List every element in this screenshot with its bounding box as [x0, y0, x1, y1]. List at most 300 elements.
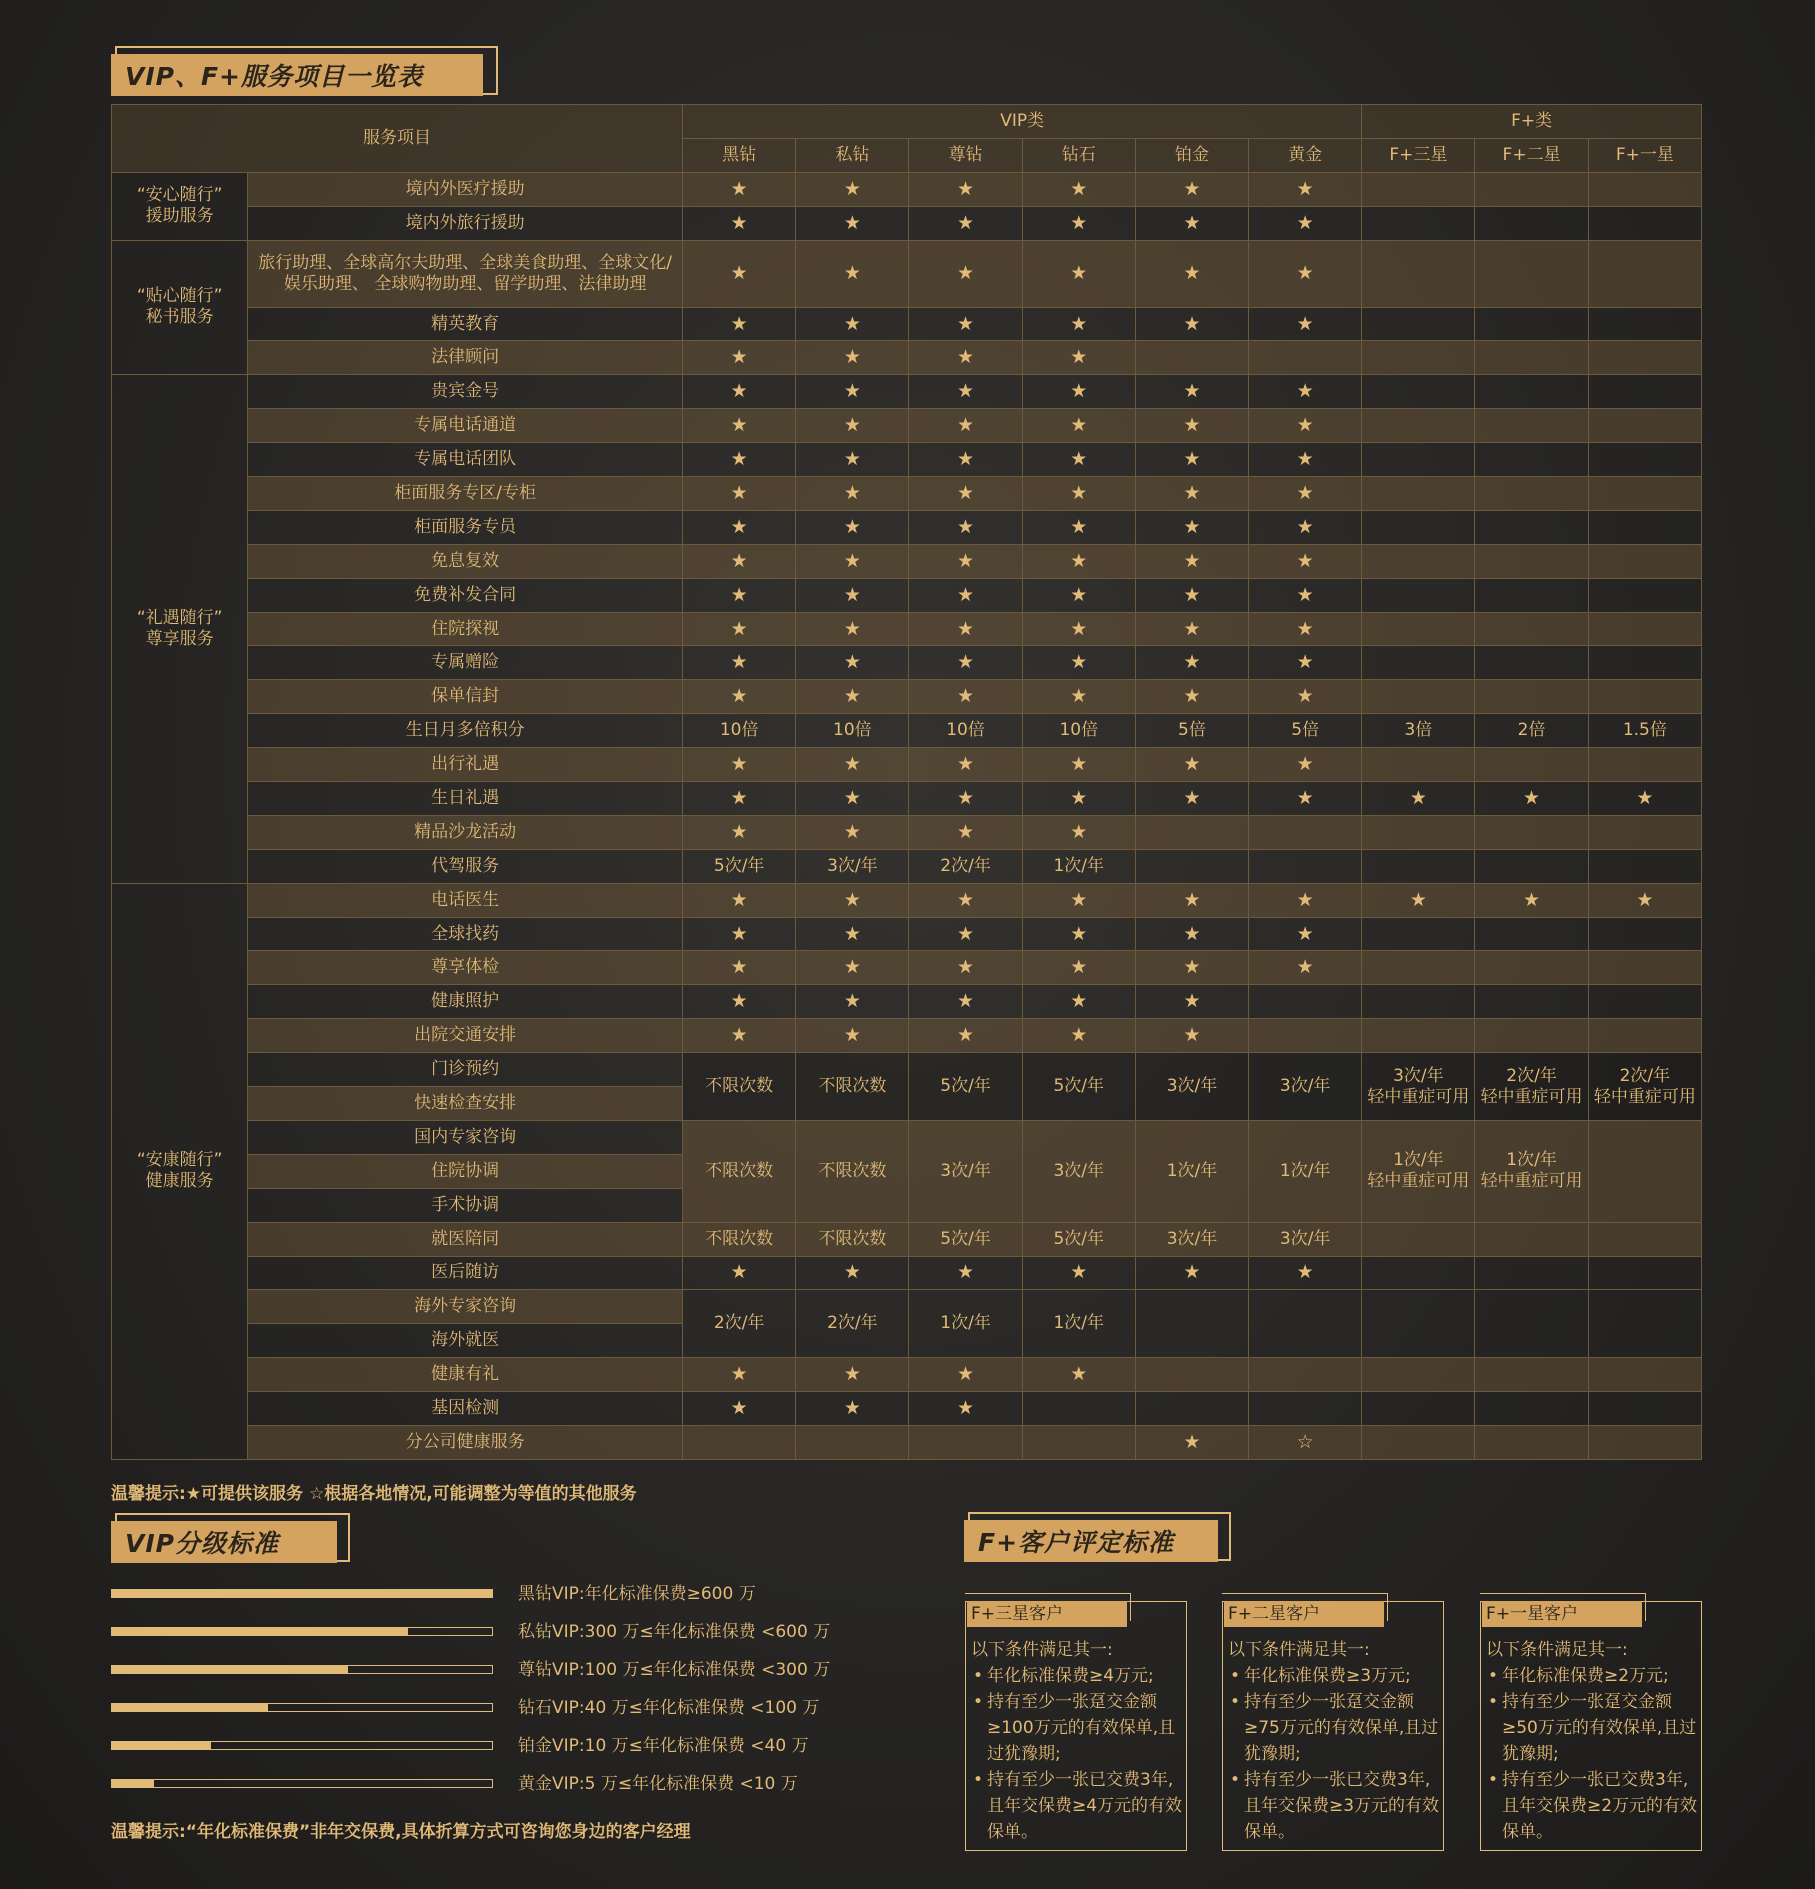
level-bar: [111, 1779, 493, 1788]
value-cell: [1362, 1392, 1475, 1426]
service-name: 精品沙龙活动: [248, 815, 683, 849]
star-icon: ★: [1135, 883, 1248, 917]
star-icon: ★: [683, 680, 796, 714]
star-icon: ★: [683, 510, 796, 544]
star-icon: ★: [1249, 307, 1362, 341]
value-cell: [1588, 680, 1701, 714]
vip-level-row: [111, 1734, 831, 1758]
criteria-item: • 持有至少一张趸交金额≥50万元的有效保单,且过犹豫期;: [1486, 1689, 1698, 1767]
star-icon: ★: [1249, 680, 1362, 714]
service-name: 住院探视: [248, 612, 683, 646]
value-cell: [1475, 985, 1588, 1019]
f-card-title: F+三星客户: [967, 1601, 1127, 1627]
value-cell: [909, 1425, 1022, 1459]
star-icon: ★: [1135, 477, 1248, 511]
merged-value-cell: 2次/年 轻中重症可用: [1475, 1053, 1588, 1121]
table-row: [112, 849, 1702, 883]
value-cell: [1362, 307, 1475, 341]
star-icon: ★: [909, 172, 1022, 206]
table-row: [112, 646, 1702, 680]
table-row: [112, 1019, 1702, 1053]
level-bar: [111, 1627, 493, 1636]
table-row: [112, 782, 1702, 816]
merged-value-cell: 不限次数: [796, 1120, 909, 1222]
star-icon: ★: [796, 172, 909, 206]
value-cell: [1475, 748, 1588, 782]
vip-level-row: [111, 1620, 831, 1644]
star-icon: ★: [683, 646, 796, 680]
value-cell: [1249, 341, 1362, 375]
star-icon: ★: [1249, 206, 1362, 240]
criteria-item: • 年化标准保费≥3万元;: [1228, 1663, 1440, 1689]
star-icon: ★: [796, 240, 909, 307]
merged-value-cell: 1次/年: [1249, 1120, 1362, 1222]
value-cell: [1588, 1425, 1701, 1459]
value-cell: [1135, 849, 1248, 883]
level-bar-fill: [112, 1780, 154, 1787]
star-icon: ★: [796, 917, 909, 951]
value-cell: [1135, 815, 1248, 849]
merged-value-cell: [1362, 1290, 1475, 1358]
value-cell: [1588, 443, 1701, 477]
star-icon: ★: [1588, 883, 1701, 917]
service-name: 健康有礼: [248, 1358, 683, 1392]
value-cell: [1588, 748, 1701, 782]
star-icon: ★: [683, 206, 796, 240]
star-icon: ★: [1022, 1358, 1135, 1392]
value-cell: [1362, 510, 1475, 544]
service-name: 健康照护: [248, 985, 683, 1019]
star-icon: ★: [1022, 409, 1135, 443]
star-icon: ★: [683, 409, 796, 443]
value-cell: [1588, 951, 1701, 985]
table-row: [112, 1392, 1702, 1426]
star-icon: ★: [796, 680, 909, 714]
star-icon: ★: [683, 1392, 796, 1426]
star-icon: ★: [1022, 680, 1135, 714]
category-cell: “礼遇随行” 尊享服务: [112, 375, 248, 883]
value-cell: [683, 1425, 796, 1459]
star-icon: ★: [1135, 782, 1248, 816]
value-cell: [1475, 409, 1588, 443]
service-name: 免费补发合同: [248, 578, 683, 612]
value-cell: 10倍: [683, 714, 796, 748]
star-icon: ★: [1249, 646, 1362, 680]
value-cell: 5倍: [1249, 714, 1362, 748]
service-name: 就医陪同: [248, 1222, 683, 1256]
star-icon: ★: [909, 646, 1022, 680]
table-row: [112, 240, 1702, 307]
service-name: 全球找药: [248, 917, 683, 951]
table-row: [112, 443, 1702, 477]
value-cell: [1475, 443, 1588, 477]
criteria-item: • 持有至少一张已交费3年,且年交保费≥4万元的有效保单。: [971, 1767, 1183, 1845]
service-name: 保单信封: [248, 680, 683, 714]
star-icon: ★: [909, 815, 1022, 849]
service-name: 旅行助理、全球高尔夫助理、全球美食助理、全球文化/娱乐助理、 全球购物助理、留学助理、法律助理: [248, 240, 683, 307]
merged-value-cell: 1次/年 轻中重症可用: [1362, 1120, 1475, 1222]
value-cell: [1022, 1392, 1135, 1426]
star-icon: ★: [796, 341, 909, 375]
star-icon: ★: [1022, 917, 1135, 951]
level-bar: [111, 1589, 493, 1598]
star-icon: ★: [1022, 782, 1135, 816]
header-level: 铂金: [1135, 138, 1248, 172]
star-icon: ★: [1249, 612, 1362, 646]
table-row: [112, 307, 1702, 341]
value-cell: [1362, 544, 1475, 578]
f-card: [965, 1601, 1187, 1851]
service-name: 住院协调: [248, 1154, 683, 1188]
service-name: 基因检测: [248, 1392, 683, 1426]
merged-value-cell: [1249, 1290, 1362, 1358]
star-icon: ★: [1362, 782, 1475, 816]
star-icon: ★: [1022, 477, 1135, 511]
star-icon: ★: [909, 341, 1022, 375]
value-cell: [1362, 1256, 1475, 1290]
value-cell: 3次/年: [1135, 1222, 1248, 1256]
star-icon: ★: [1249, 1256, 1362, 1290]
table-row: [112, 1053, 1702, 1087]
value-cell: 10倍: [909, 714, 1022, 748]
value-cell: [1588, 815, 1701, 849]
f-card-intro: 以下条件满足其一:: [1228, 1640, 1370, 1660]
value-cell: 不限次数: [683, 1222, 796, 1256]
value-cell: [1475, 1425, 1588, 1459]
star-icon: ★: [796, 748, 909, 782]
value-cell: [796, 1425, 909, 1459]
merged-value-cell: 3次/年 轻中重症可用: [1362, 1053, 1475, 1121]
star-icon: ★: [1249, 748, 1362, 782]
value-cell: 5次/年: [683, 849, 796, 883]
star-icon: ★: [683, 815, 796, 849]
value-cell: [1475, 1222, 1588, 1256]
star-icon: ★: [683, 1256, 796, 1290]
value-cell: [1362, 172, 1475, 206]
merged-value-cell: 3次/年: [1022, 1120, 1135, 1222]
value-cell: 3次/年: [796, 849, 909, 883]
star-icon: ★: [1135, 1019, 1248, 1053]
star-icon: ★: [1135, 443, 1248, 477]
value-cell: [1135, 1358, 1248, 1392]
value-cell: [1588, 917, 1701, 951]
star-icon: ★: [683, 612, 796, 646]
level-bar-fill: [112, 1666, 348, 1673]
f-card-title: F+二星客户: [1224, 1601, 1384, 1627]
table-row: [112, 680, 1702, 714]
star-icon: ★: [796, 1019, 909, 1053]
f-card-intro: 以下条件满足其一:: [1486, 1640, 1628, 1660]
star-icon: ★: [1022, 612, 1135, 646]
value-cell: 5倍: [1135, 714, 1248, 748]
value-cell: [1475, 544, 1588, 578]
star-icon: ★: [1249, 578, 1362, 612]
merged-value-cell: 1次/年: [1135, 1120, 1248, 1222]
header-level: 尊钻: [909, 138, 1022, 172]
service-name: 电话医生: [248, 883, 683, 917]
value-cell: 10倍: [1022, 714, 1135, 748]
value-cell: [1475, 1358, 1588, 1392]
star-icon: ★: [909, 612, 1022, 646]
value-cell: [1362, 951, 1475, 985]
star-icon: ★: [1135, 646, 1248, 680]
star-icon: ★: [1249, 883, 1362, 917]
value-cell: 1次/年: [1022, 849, 1135, 883]
table-row: [112, 341, 1702, 375]
service-name: 分公司健康服务: [248, 1425, 683, 1459]
value-cell: [1022, 1425, 1135, 1459]
category-cell: “贴心随行” 秘书服务: [112, 240, 248, 375]
service-name: 精英教育: [248, 307, 683, 341]
star-icon: ★: [909, 206, 1022, 240]
table-row: [112, 1425, 1702, 1459]
header-level: 黄金: [1249, 138, 1362, 172]
value-cell: [1475, 375, 1588, 409]
star-icon: ★: [683, 1019, 796, 1053]
star-icon: ★: [1135, 206, 1248, 240]
premium-note: 温馨提示:“年化标准保费”非年交保费,具体折算方式可咨询您身边的客户经理: [111, 1822, 691, 1842]
table-row: [112, 375, 1702, 409]
value-cell: 5次/年: [1022, 1222, 1135, 1256]
star-icon: ★: [1135, 375, 1248, 409]
star-icon: ★: [1022, 1256, 1135, 1290]
star-icon: ★: [909, 307, 1022, 341]
value-cell: [1362, 1425, 1475, 1459]
value-cell: [1362, 206, 1475, 240]
header-level: 黑钻: [683, 138, 796, 172]
value-cell: [1362, 917, 1475, 951]
star-icon: ★: [796, 206, 909, 240]
star-icon: ★: [1135, 748, 1248, 782]
star-icon: ★: [796, 307, 909, 341]
header-level: 私钻: [796, 138, 909, 172]
star-icon: ★: [909, 1358, 1022, 1392]
table-row: [112, 917, 1702, 951]
value-cell: [1475, 578, 1588, 612]
value-cell: [1249, 815, 1362, 849]
table-row: [112, 1358, 1702, 1392]
merged-value-cell: 3次/年: [909, 1120, 1022, 1222]
star-icon: ★: [683, 748, 796, 782]
service-name: 出院交通安排: [248, 1019, 683, 1053]
star-icon: ★: [683, 443, 796, 477]
star-icon: ★: [1249, 409, 1362, 443]
star-icon: ★: [1135, 612, 1248, 646]
value-cell: [1362, 849, 1475, 883]
service-name: 国内专家咨询: [248, 1120, 683, 1154]
star-icon: ★: [796, 1358, 909, 1392]
value-cell: [1475, 951, 1588, 985]
star-icon: ★: [909, 917, 1022, 951]
table-row: [112, 1256, 1702, 1290]
star-icon: ★: [683, 240, 796, 307]
vip-level-row: [111, 1582, 831, 1606]
star-icon: ★: [1135, 240, 1248, 307]
star-icon: ★: [1022, 510, 1135, 544]
value-cell: [1362, 375, 1475, 409]
star-icon: ★: [1135, 172, 1248, 206]
star-icon: ★: [909, 544, 1022, 578]
star-icon: ★: [909, 1392, 1022, 1426]
table-row: [112, 172, 1702, 206]
value-cell: [1588, 375, 1701, 409]
star-icon: ★: [796, 510, 909, 544]
table-row: [112, 714, 1702, 748]
service-name: 生日礼遇: [248, 782, 683, 816]
star-icon: ★: [909, 409, 1022, 443]
star-icon: ★: [1022, 443, 1135, 477]
star-icon: ★: [909, 985, 1022, 1019]
level-bar-fill: [112, 1704, 268, 1711]
criteria-item: • 持有至少一张趸交金额≥75万元的有效保单,且过犹豫期;: [1228, 1689, 1440, 1767]
category-cell: “安康随行” 健康服务: [112, 883, 248, 1459]
value-cell: [1135, 341, 1248, 375]
merged-value-cell: 不限次数: [683, 1053, 796, 1121]
criteria-item: • 持有至少一张趸交金额≥100万元的有效保单,且过犹豫期;: [971, 1689, 1183, 1767]
table-row: [112, 544, 1702, 578]
star-icon: ★: [1249, 477, 1362, 511]
star-icon: ★: [909, 477, 1022, 511]
level-label: 尊钻VIP:100 万≤年化标准保费 <300 万: [518, 1660, 831, 1680]
star-icon: ★: [683, 375, 796, 409]
service-name: 手术协调: [248, 1188, 683, 1222]
merged-value-cell: [1475, 1290, 1588, 1358]
star-icon: ★: [1135, 307, 1248, 341]
value-cell: [1249, 1392, 1362, 1426]
star-icon: ★: [1249, 172, 1362, 206]
star-icon: ★: [1588, 782, 1701, 816]
f-card: [1222, 1601, 1444, 1851]
service-name: 专属电话团队: [248, 443, 683, 477]
service-name: 柜面服务专区/专柜: [248, 477, 683, 511]
star-icon: ★: [1135, 578, 1248, 612]
value-cell: [1362, 443, 1475, 477]
value-cell: 1.5倍: [1588, 714, 1701, 748]
star-icon: ★: [683, 341, 796, 375]
star-icon: ★: [683, 985, 796, 1019]
value-cell: 5次/年: [909, 1222, 1022, 1256]
criteria-item: • 年化标准保费≥4万元;: [971, 1663, 1183, 1689]
star-icon: ★: [909, 240, 1022, 307]
level-bar-fill: [112, 1590, 492, 1597]
level-bar: [111, 1703, 493, 1712]
star-icon: ☆: [1249, 1425, 1362, 1459]
table-row: [112, 206, 1702, 240]
value-cell: [1362, 1222, 1475, 1256]
service-name: 海外就医: [248, 1324, 683, 1358]
star-icon: ★: [683, 917, 796, 951]
star-icon: ★: [796, 646, 909, 680]
star-icon: ★: [1022, 375, 1135, 409]
merged-value-cell: 5次/年: [909, 1053, 1022, 1121]
value-cell: [1362, 578, 1475, 612]
service-name: 门诊预约: [248, 1053, 683, 1087]
star-icon: ★: [796, 782, 909, 816]
value-cell: [1588, 985, 1701, 1019]
merged-value-cell: 2次/年: [683, 1290, 796, 1358]
star-icon: ★: [1135, 510, 1248, 544]
star-icon: ★: [1022, 951, 1135, 985]
star-icon: ★: [1135, 985, 1248, 1019]
value-cell: [1588, 1222, 1701, 1256]
star-icon: ★: [1022, 748, 1135, 782]
star-icon: ★: [909, 883, 1022, 917]
value-cell: [1475, 917, 1588, 951]
star-icon: ★: [909, 510, 1022, 544]
star-icon: ★: [1135, 917, 1248, 951]
star-icon: ★: [1362, 883, 1475, 917]
star-icon: ★: [796, 612, 909, 646]
service-name: 海外专家咨询: [248, 1290, 683, 1324]
value-cell: [1588, 849, 1701, 883]
value-cell: [1588, 409, 1701, 443]
f-card-criteria: [1486, 1663, 1698, 1845]
star-icon: ★: [1135, 544, 1248, 578]
merged-value-cell: [1135, 1290, 1248, 1358]
star-icon: ★: [796, 443, 909, 477]
star-icon: ★: [909, 680, 1022, 714]
service-name: 快速检查安排: [248, 1087, 683, 1121]
header-level: F+二星: [1475, 138, 1588, 172]
merged-value-cell: 5次/年: [1022, 1053, 1135, 1121]
star-icon: ★: [1135, 409, 1248, 443]
star-icon: ★: [1022, 307, 1135, 341]
star-icon: ★: [1249, 375, 1362, 409]
table-row: [112, 510, 1702, 544]
level-bar-fill: [112, 1628, 408, 1635]
star-icon: ★: [1249, 951, 1362, 985]
vip-level-row: [111, 1696, 831, 1720]
service-name: 专属电话通道: [248, 409, 683, 443]
star-icon: ★: [683, 951, 796, 985]
criteria-item: • 年化标准保费≥2万元;: [1486, 1663, 1698, 1689]
star-icon: ★: [1022, 883, 1135, 917]
f-card-title: F+一星客户: [1482, 1601, 1642, 1627]
f-card-intro: 以下条件满足其一:: [971, 1640, 1113, 1660]
vip-level-row: [111, 1658, 831, 1682]
star-icon: ★: [1135, 951, 1248, 985]
value-cell: [1249, 849, 1362, 883]
value-cell: [1475, 680, 1588, 714]
value-cell: [1249, 985, 1362, 1019]
value-cell: 2倍: [1475, 714, 1588, 748]
star-icon: ★: [909, 951, 1022, 985]
star-icon: ★: [683, 578, 796, 612]
value-cell: [1588, 544, 1701, 578]
merged-value-cell: [1588, 1290, 1701, 1358]
merged-value-cell: 3次/年: [1135, 1053, 1248, 1121]
value-cell: [1362, 341, 1475, 375]
star-icon: ★: [1022, 985, 1135, 1019]
star-icon: ★: [796, 409, 909, 443]
star-icon: ★: [1135, 1256, 1248, 1290]
service-name: 医后随访: [248, 1256, 683, 1290]
table-row: [112, 951, 1702, 985]
criteria-item: • 持有至少一张已交费3年,且年交保费≥3万元的有效保单。: [1228, 1767, 1440, 1845]
value-cell: [1475, 612, 1588, 646]
header-vip-group: VIP类: [683, 105, 1362, 139]
star-icon: ★: [1022, 206, 1135, 240]
value-cell: [1588, 206, 1701, 240]
value-cell: [1135, 1392, 1248, 1426]
level-label: 黄金VIP:5 万≤年化标准保费 <10 万: [518, 1774, 798, 1794]
value-cell: [1588, 240, 1701, 307]
star-icon: ★: [1249, 510, 1362, 544]
star-icon: ★: [796, 1392, 909, 1426]
value-cell: 10倍: [796, 714, 909, 748]
value-cell: [1588, 646, 1701, 680]
table-row: [112, 1120, 1702, 1154]
